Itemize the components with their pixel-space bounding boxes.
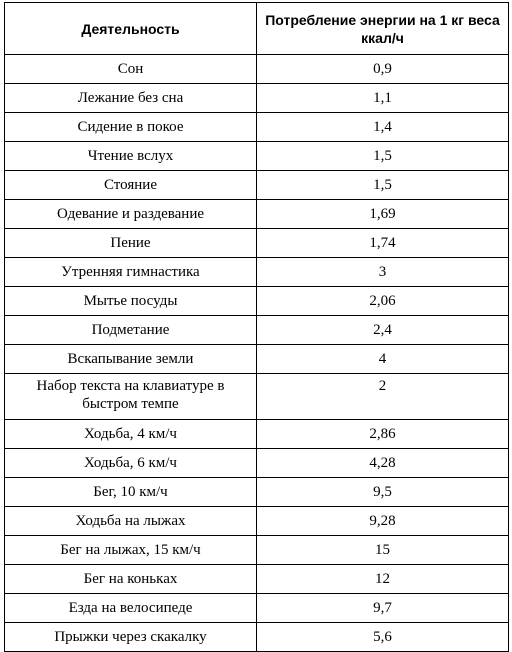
energy-cell: 2,86: [257, 420, 509, 449]
energy-cell: 2,06: [257, 287, 509, 316]
table-row: [5, 287, 509, 316]
energy-cell: 2,4: [257, 316, 509, 345]
energy-cell: 2: [257, 374, 509, 420]
activity-cell: Мытье посуды: [5, 287, 257, 316]
activity-cell: Пение: [5, 229, 257, 258]
activity-cell: Сидение в покое: [5, 113, 257, 142]
energy-cell: 1,69: [257, 200, 509, 229]
energy-cell: 5,6: [257, 623, 509, 652]
activity-cell: Езда на велосипеде: [5, 594, 257, 623]
table-row: [5, 374, 509, 420]
energy-cell: 1,1: [257, 84, 509, 113]
table-row: [5, 200, 509, 229]
activity-cell: Бег на лыжах, 15 км/ч: [5, 536, 257, 565]
table-row: [5, 316, 509, 345]
energy-cell: 1,5: [257, 142, 509, 171]
header-energy: Потребление энергии на 1 кг веса ккал/ч: [257, 3, 509, 55]
table-header-row: [5, 3, 509, 55]
table-row: [5, 84, 509, 113]
energy-cell: 4: [257, 345, 509, 374]
energy-cell: 1,74: [257, 229, 509, 258]
table-row: [5, 113, 509, 142]
table-row: [5, 420, 509, 449]
activity-cell: Прыжки через скакалку: [5, 623, 257, 652]
energy-cell: 9,28: [257, 507, 509, 536]
activity-cell: Одевание и раздевание: [5, 200, 257, 229]
activity-cell: Чтение вслух: [5, 142, 257, 171]
table-row: [5, 449, 509, 478]
energy-cell: 0,9: [257, 55, 509, 84]
table-row: [5, 565, 509, 594]
activity-cell: Вскапывание земли: [5, 345, 257, 374]
energy-cell: 9,7: [257, 594, 509, 623]
energy-cell: 1,4: [257, 113, 509, 142]
table-row: [5, 55, 509, 84]
table-row: [5, 478, 509, 507]
activity-cell: Набор текста на клавиатуре в быстром темпе: [5, 374, 257, 420]
activity-cell: Лежание без сна: [5, 84, 257, 113]
table-row: [5, 507, 509, 536]
activity-cell: Ходьба на лыжах: [5, 507, 257, 536]
activity-cell: Ходьба, 6 км/ч: [5, 449, 257, 478]
table-row: [5, 229, 509, 258]
energy-cell: 9,5: [257, 478, 509, 507]
header-activity: Деятельность: [5, 3, 257, 55]
energy-cell: 12: [257, 565, 509, 594]
activity-cell: Сон: [5, 55, 257, 84]
activity-cell: Бег, 10 км/ч: [5, 478, 257, 507]
energy-cell: 15: [257, 536, 509, 565]
table-row: [5, 345, 509, 374]
energy-cell: 4,28: [257, 449, 509, 478]
activity-cell: Стояние: [5, 171, 257, 200]
table-row: [5, 171, 509, 200]
energy-consumption-table: [4, 2, 509, 652]
table-row: [5, 536, 509, 565]
activity-cell: Ходьба, 4 км/ч: [5, 420, 257, 449]
table-row: [5, 594, 509, 623]
energy-cell: 1,5: [257, 171, 509, 200]
activity-cell: Подметание: [5, 316, 257, 345]
energy-cell: 3: [257, 258, 509, 287]
table-row: [5, 623, 509, 652]
activity-cell: Утренняя гимнастика: [5, 258, 257, 287]
table-row: [5, 258, 509, 287]
table-row: [5, 142, 509, 171]
activity-cell: Бег на коньках: [5, 565, 257, 594]
